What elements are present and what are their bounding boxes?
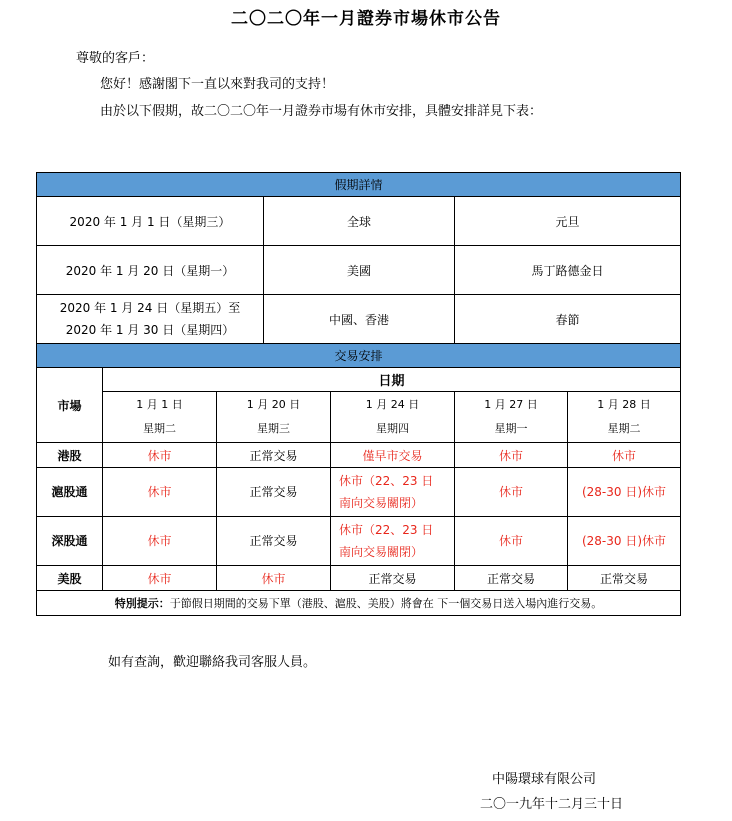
date-label: 1 月 20 日	[246, 398, 301, 411]
holiday-row	[37, 246, 681, 295]
page-title: 二〇二〇年一月證券市場休市公告	[231, 9, 501, 29]
holiday-name: 元旦	[455, 197, 681, 246]
market-row	[37, 517, 681, 566]
status-line: 休市（22、23 日	[339, 474, 434, 488]
holiday-date-line: 2020 年 1 月 30 日（星期四）	[65, 323, 235, 337]
holiday-date: 2020 年 1 月 1 日（星期三）	[37, 197, 264, 246]
status-cell: 休市	[103, 517, 217, 566]
status-line: 南向交易關閉）	[339, 496, 424, 510]
weekday-label: 星期四	[376, 422, 409, 435]
date-label: 1 月 1 日	[136, 398, 183, 411]
holiday-details-header: 假期詳情	[37, 173, 681, 197]
status-cell: 正常交易	[217, 468, 331, 517]
intro-text: 由於以下假期，故二〇二〇年一月證券市場有休市安排，具體安排詳見下表：	[100, 104, 543, 119]
status-cell: 休市	[455, 443, 568, 468]
status-line: 南向交易關閉）	[339, 545, 424, 559]
date-label: 1 月 28 日	[597, 398, 651, 411]
status-cell: (28-30 日)休市	[568, 517, 681, 566]
status-cell: 正常交易	[568, 566, 681, 591]
holiday-row	[37, 197, 681, 246]
status-cell: 正常交易	[217, 517, 331, 566]
market-name: 美股	[37, 566, 103, 591]
status-cell	[331, 517, 455, 566]
status-cell: 休市	[455, 517, 568, 566]
date-header-cell	[455, 392, 568, 443]
closing-text: 如有查詢，歡迎聯絡我司客服人員。	[108, 655, 317, 670]
date-header-cell	[103, 392, 217, 443]
date-label: 1 月 24 日	[365, 398, 420, 411]
weekday-label: 星期一	[494, 422, 528, 435]
holiday-date-line: 2020 年 1 月 24 日（星期五）至	[59, 301, 241, 315]
date-header-cell	[331, 392, 455, 443]
salutation: 尊敬的客戶：	[76, 51, 155, 66]
note-label: 特別提示：	[114, 597, 170, 610]
market-name: 滬股通	[37, 468, 103, 517]
status-line: 休市（22、23 日	[339, 523, 434, 537]
holiday-region: 全球	[264, 197, 455, 246]
status-cell: 僅早市交易	[331, 443, 455, 468]
status-cell: 休市	[103, 443, 217, 468]
market-row	[37, 566, 681, 591]
status-cell: 休市	[455, 468, 568, 517]
schedule-table	[36, 172, 681, 616]
status-cell: 休市	[568, 443, 681, 468]
status-cell	[331, 468, 455, 517]
holiday-date	[37, 295, 264, 344]
holiday-name: 馬丁路德金日	[455, 246, 681, 295]
status-cell: 休市	[217, 566, 331, 591]
date-header-cell	[217, 392, 331, 443]
note-text: 于節假日期間的交易下單（港股、滬股、美股）將會在 下一個交易日送入場內進行交易。	[169, 597, 603, 610]
greeting: 您好！感謝閣下一直以來對我司的支持！	[100, 77, 335, 92]
company-name: 中陽環球有限公司	[492, 772, 597, 787]
market-row	[37, 443, 681, 468]
status-cell: 正常交易	[217, 443, 331, 468]
holiday-date: 2020 年 1 月 20 日（星期一）	[37, 246, 264, 295]
date-column-header: 日期	[103, 368, 681, 392]
date-header-cell	[568, 392, 681, 443]
status-cell: 休市	[103, 468, 217, 517]
date-label: 1 月 27 日	[484, 398, 538, 411]
special-note	[37, 591, 681, 616]
market-name: 港股	[37, 443, 103, 468]
status-cell: (28-30 日)休市	[568, 468, 681, 517]
weekday-label: 星期二	[607, 422, 641, 435]
holiday-region: 美國	[264, 246, 455, 295]
holiday-row	[37, 295, 681, 344]
holiday-region: 中國、香港	[264, 295, 455, 344]
holiday-name: 春節	[455, 295, 681, 344]
market-row	[37, 468, 681, 517]
weekday-label: 星期二	[143, 422, 176, 435]
status-cell: 休市	[103, 566, 217, 591]
market-column-header: 市場	[37, 368, 103, 443]
trading-arrangement-header: 交易安排	[37, 344, 681, 368]
sign-date: 二〇一九年十二月三十日	[480, 797, 624, 812]
market-name: 深股通	[37, 517, 103, 566]
status-cell: 正常交易	[331, 566, 455, 591]
weekday-label: 星期三	[257, 422, 290, 435]
status-cell: 正常交易	[455, 566, 568, 591]
